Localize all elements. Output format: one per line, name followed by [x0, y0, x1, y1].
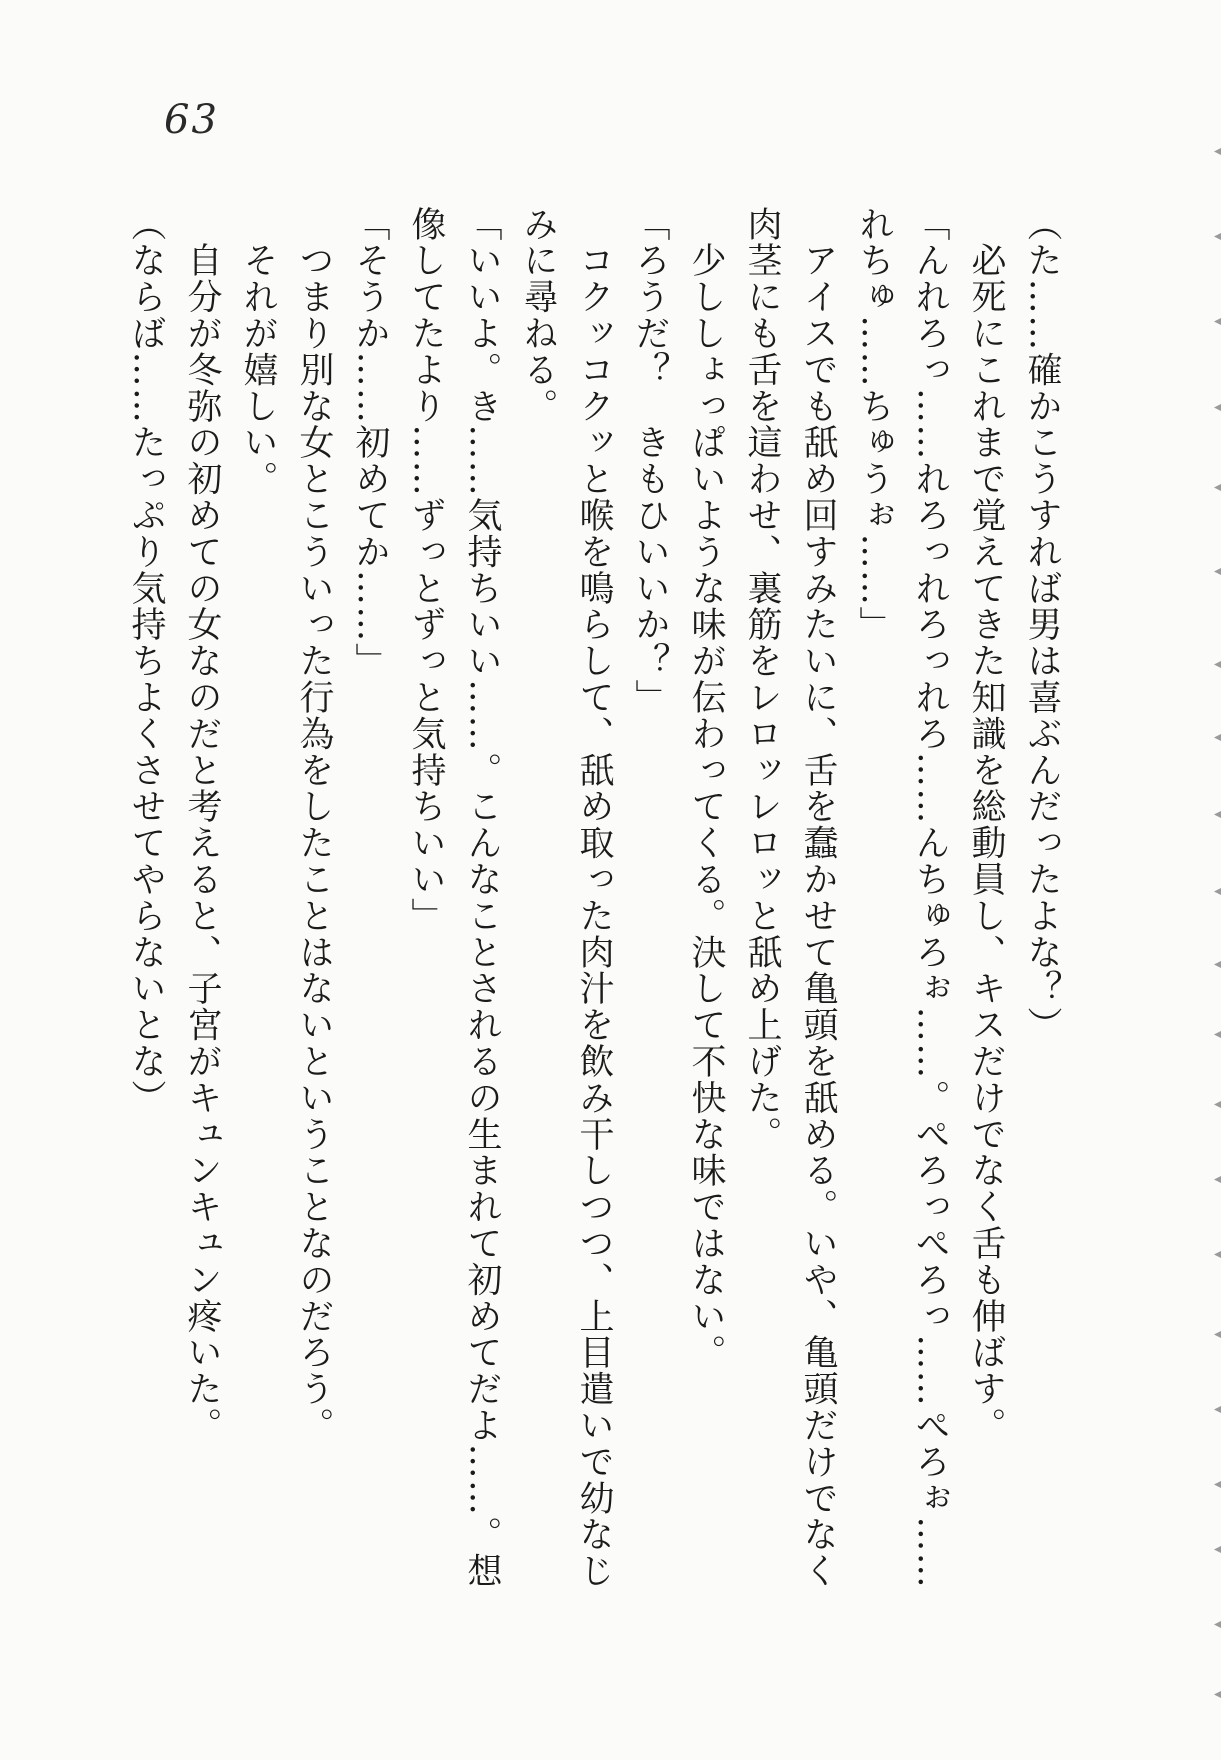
page-edge-mark: [1214, 887, 1221, 896]
text-line: 自分が冬弥の初めての女なのだと考えると、子宮がキュンキュン疼いた。: [182, 206, 222, 1444]
page-edge-mark: [1214, 1620, 1221, 1629]
page-edge-mark: [1214, 810, 1221, 819]
page-edge-mark: [1214, 317, 1221, 326]
text-line: れちゅ……ちゅうぉ……」: [854, 206, 894, 643]
page-edge-mark: [1214, 567, 1221, 576]
text-line: 必死にこれまで覚えてきた知識を総動員し、キスだけでなく舌も伸ばす。: [966, 206, 1006, 1444]
text-line: みに尋ねる。: [518, 206, 558, 425]
page-edge-mark: [1214, 960, 1221, 969]
page-edge-mark: [1214, 483, 1221, 492]
text-line: つまり別な女とこういった行為をしたことはないということなのだろう。: [294, 206, 334, 1444]
page-edge-mark: [1214, 733, 1221, 742]
page-edge-mark: [1214, 232, 1221, 241]
page-edge-mark: [1214, 1175, 1221, 1184]
text-line: 「そうか……初めてか……」: [350, 206, 390, 680]
page-edge-mark: [1214, 147, 1221, 156]
page-edge-mark: [1214, 1480, 1221, 1489]
text-line: （ならば……たっぷり気持ちよくさせてやらないとな）: [126, 206, 166, 1116]
page-edge-mark: [1214, 403, 1221, 412]
text-line: 「いいよ。き……気持ちいい……。こんなことされるの生まれて初めてだよ……。想: [462, 206, 502, 1590]
page-edge-mark: [1214, 1690, 1221, 1699]
text-line: 像してたより……ずっとずっと気持ちいい」: [406, 206, 446, 934]
page-edge-mark: [1214, 1405, 1221, 1414]
text-block: [118, 206, 1070, 1616]
text-line: 「んれろっ……れろっれろっれろ……んちゅろぉ……。ぺろっぺろっ……ぺろぉ……: [910, 206, 950, 1590]
page-edge-mark: [1214, 1100, 1221, 1109]
text-line: アイスでも舐め回すみたいに、舌を蠢かせて亀頭を舐める。いや、亀頭だけでなく: [798, 206, 838, 1590]
text-line: コクッコクッと喉を鳴らして、舐め取った肉汁を飲み干しつつ、上目遣いで幼なじ: [574, 206, 614, 1590]
text-line: （た……確かこうすれば男は喜ぶんだったよな？）: [1022, 206, 1062, 1044]
page-edge-mark: [1214, 1545, 1221, 1554]
text-line: 「ろうだ？ きもひいいか？」: [630, 206, 670, 716]
page-number: 63: [164, 97, 219, 143]
text-line: それが嬉しい。: [238, 206, 278, 498]
page-edge-mark: [1214, 660, 1221, 669]
page-edge-mark: [1214, 1330, 1221, 1339]
text-line: 肉茎にも舌を這わせ、裏筋をレロッレロッと舐め上げた。: [742, 206, 782, 1153]
text-line: 少ししょっぱいような味が伝わってくる。決して不快な味ではない。: [686, 206, 726, 1371]
page-edge-marks: [1211, 0, 1221, 1760]
page-edge-mark: [1214, 1030, 1221, 1039]
page-edge-mark: [1214, 1250, 1221, 1259]
